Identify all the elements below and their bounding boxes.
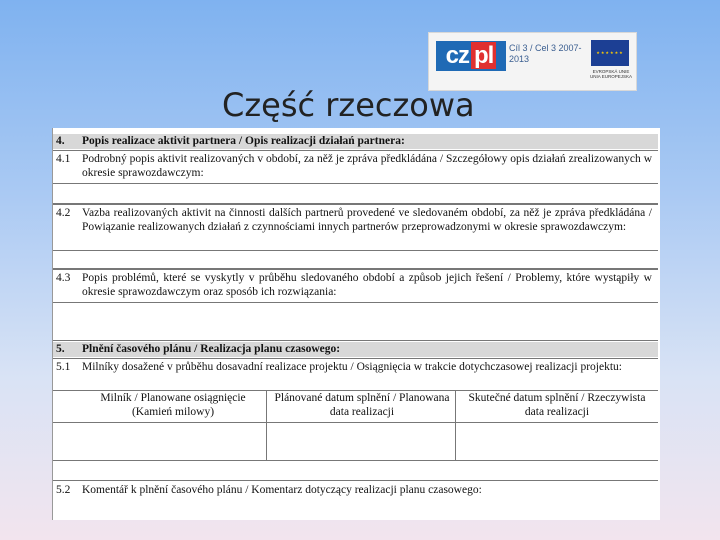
item-4-2	[53, 206, 658, 250]
slide-title: Część rzeczowa	[222, 86, 475, 124]
report-form	[52, 128, 660, 520]
item-5-2	[53, 483, 658, 499]
section-4-title: Popis realizace aktivit partnera / Opis realizacji działań partnera:	[82, 135, 405, 147]
item-5-1	[53, 360, 658, 390]
item-4-3-text: Popis problémů, které se vyskytly v průběhu sledovaného období a způsob jejich řešení / Problemy, które wystąpiły w okresie sprawozdawczym oraz sposób ich rozwiązania:	[82, 272, 652, 298]
eu-flag-icon: ★★★★★★	[591, 40, 629, 66]
milestone-table-empty-row[interactable]	[53, 462, 658, 478]
section-5-title: Plnění časového plánu / Realizacja planu czasowego:	[82, 343, 341, 355]
program-logo	[428, 32, 637, 91]
item-5-2-text: Komentář k plnění časového plánu / Komentarz dotyczący realizacji planu czasowego:	[82, 484, 482, 496]
planned-date-column-header: Plánované datum splnění / Planowana data realizacji	[274, 392, 450, 418]
item-4-1	[53, 152, 658, 182]
logo-cz-text: cz	[445, 42, 470, 69]
item-4-2-number: 4.2	[56, 207, 71, 219]
item-4-2-answer[interactable]	[53, 251, 658, 267]
logo-pl-text: pl	[471, 42, 496, 69]
item-5-1-text: Milníky dosažené v průběhu dosavadní realizace projektu / Osiągnięcia w trakcie dotychczasowej realizacji projektu:	[82, 361, 622, 373]
item-4-1-answer[interactable]	[53, 184, 658, 202]
item-4-2-text: Vazba realizovaných aktivit na činnosti dalších partnerů provedené ve sledovaném období, za něž je zpráva předkládána / Powiązanie realizowanych działań z czynnościami innych partnerów przeprowadzonymi w okresie sprawozdawczym:	[82, 207, 652, 233]
section-5-number: 5.	[56, 343, 65, 355]
item-4-3	[53, 271, 658, 301]
czpl-logo	[436, 41, 506, 71]
item-5-1-number: 5.1	[56, 361, 71, 373]
eu-caption: EVROPSKÁ UNIE UNIA EUROPEJSKA	[589, 69, 632, 79]
milestone-column-header: Milník / Planowane osiągnięcie (Kamień milowy)	[100, 392, 246, 418]
section-4-header	[53, 134, 658, 149]
milestone-table-row[interactable]	[53, 423, 658, 459]
logo-caption: Cíl 3 / Cel 3 2007-2013	[509, 43, 582, 64]
item-5-2-number: 5.2	[56, 484, 71, 496]
section-4-number: 4.	[56, 135, 65, 147]
section-5-header	[53, 342, 658, 357]
item-4-1-number: 4.1	[56, 153, 71, 165]
item-4-3-number: 4.3	[56, 272, 71, 284]
item-4-3-answer[interactable]	[53, 303, 658, 319]
item-4-1-text: Podrobný popis aktivit realizovaných v období, za něž je zpráva předkládána / Szczegółowy opis działań zrealizowanych w okresie sprawozdawczym:	[82, 153, 652, 179]
actual-date-column-header: Skutečné datum splnění / Rzeczywista data realizacji	[468, 392, 646, 418]
